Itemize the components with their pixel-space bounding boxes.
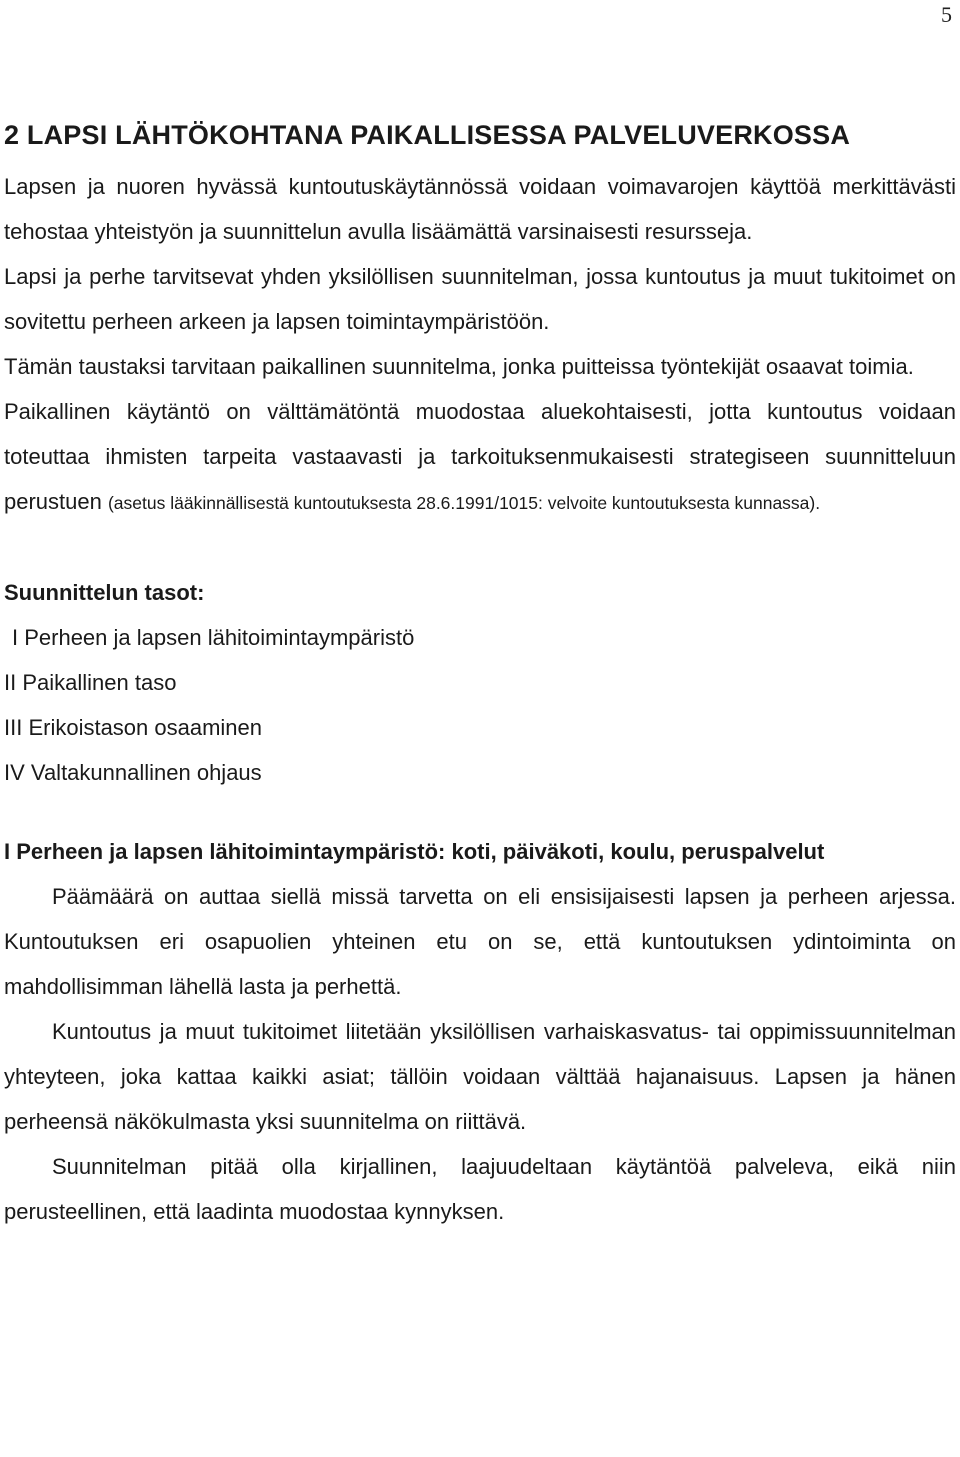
level-item-3: III Erikoistason osaaminen [4, 715, 263, 740]
document-body [4, 112, 956, 1234]
intro-paragraph-3: Tämän taustaksi tarvitaan paikallinen suunnitelma, jonka puitteissa työntekijät osaavat toimia. [4, 354, 914, 379]
section-paragraph-2: Kuntoutus ja muut tukitoimet liitetään yksilöllisen varhaiskasvatus- tai oppimissuunnitelman yhteyteen, joka kattaa kaikki asiat; tällöin voidaan välttää hajanaisuus. Lapsen ja hänen perheensä näkökulmasta yksi suunnitelma on riittävä. [4, 1019, 956, 1134]
section-paragraph-3: Suunnitelman pitää olla kirjallinen, laajuudeltaan käytäntöä palveleva, eikä niin perusteellinen, että laadinta muodostaa kynnyksen. [4, 1154, 956, 1224]
spacer [4, 795, 956, 829]
level-item-4: IV Valtakunnallinen ohjaus [4, 760, 262, 785]
legal-citation: (asetus lääkinnällisestä kuntoutuksesta 28.6.1991/1015: velvoite kuntoutuksesta kunnassa). [107, 493, 821, 513]
page-number: 5 [941, 2, 952, 27]
intro-paragraph-1: Lapsen ja nuoren hyvässä kuntoutuskäytännössä voidaan voimavarojen käyttöä merkittävästi tehostaa yhteistyön ja suunnittelun avulla lisäämättä varsinaisesti resursseja. [4, 174, 956, 244]
levels-heading: Suunnittelun tasot: [4, 580, 205, 605]
section-paragraph-1: Päämäärä on auttaa siellä missä tarvetta on eli ensisijaisesti lapsen ja perheen arjessa. Kuntoutuksen eri osapuolien yhteinen etu on se, että kuntoutuksen ydintoiminta on mahdollisimman lähellä lasta ja perhettä. [4, 884, 956, 999]
local-practice-paragraph [4, 389, 956, 526]
local-practice-text: Paikallinen käytäntö on välttämätöntä muodostaa aluekohtaisesti, jotta kuntoutus voidaan toteuttaa ihmisten tarpeita vastaavasti ja tarkoituksenmukaisesti strategiseen suunnitteluun perustuen [4, 399, 956, 514]
spacer [4, 526, 956, 570]
level-item-1: I Perheen ja lapsen lähitoimintaympäristö [12, 625, 415, 650]
section-heading: I Perheen ja lapsen lähitoimintaympäristö: koti, päiväkoti, koulu, peruspalvelut [4, 839, 825, 864]
intro-paragraph-2: Lapsi ja perhe tarvitsevat yhden yksilöllisen suunnitelman, jossa kuntoutus ja muut tukitoimet on sovitettu perheen arkeen ja lapsen toimintaympäristöön. [4, 264, 956, 334]
level-item-2: II Paikallinen taso [4, 670, 177, 695]
chapter-heading: 2 LAPSI LÄHTÖKOHTANA PAIKALLISESSA PALVELUVERKOSSA [4, 120, 851, 150]
